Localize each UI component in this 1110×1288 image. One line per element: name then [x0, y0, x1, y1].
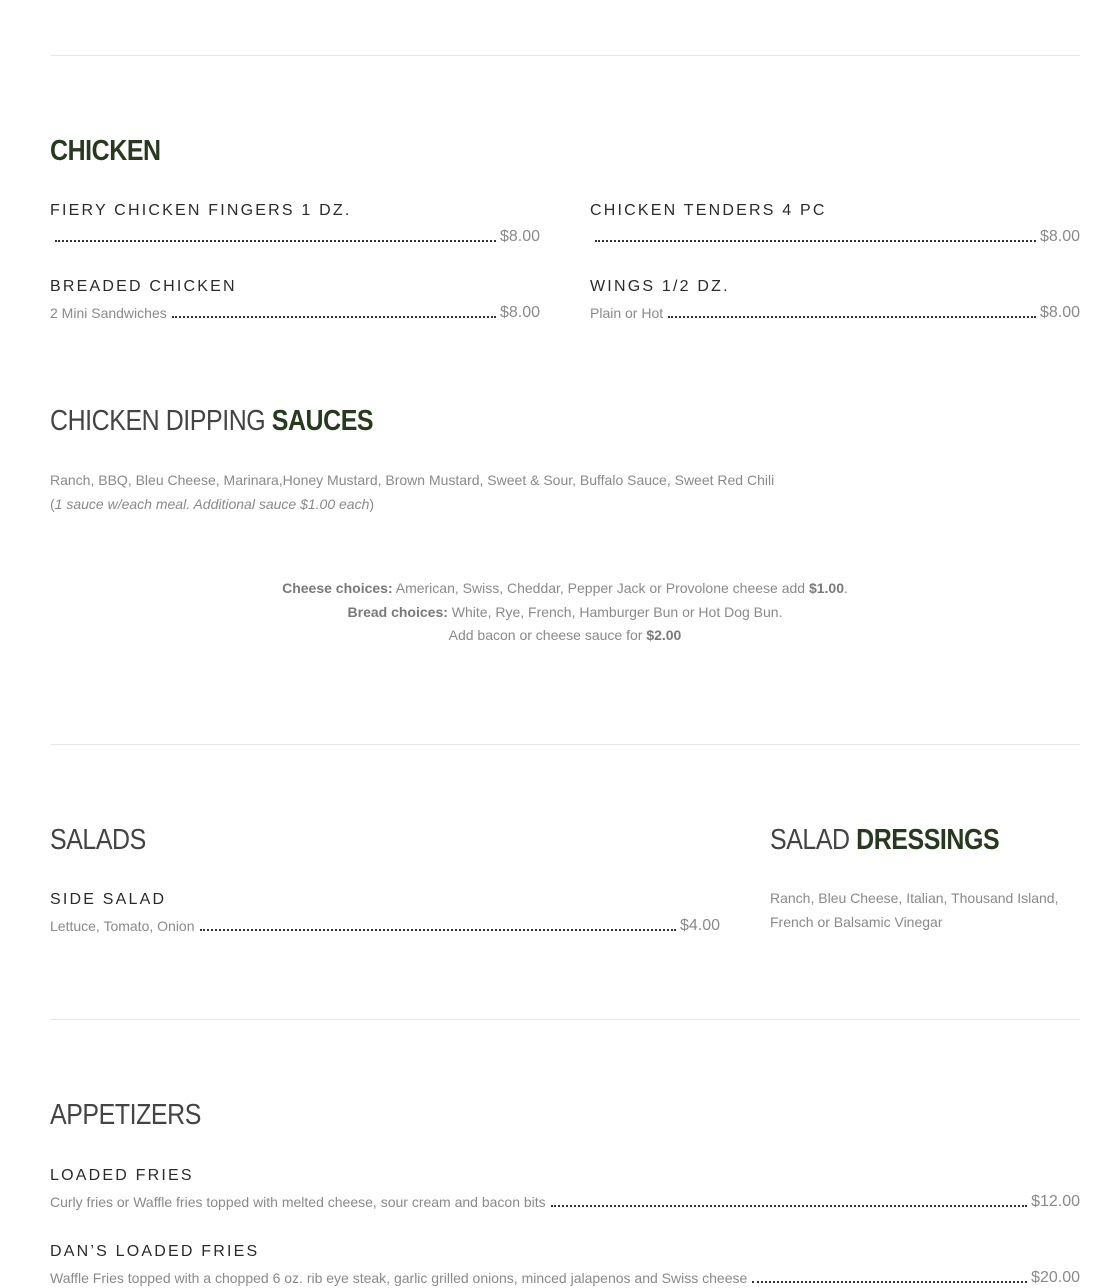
dressings-line: French or Balsamic Vinegar: [770, 914, 943, 930]
item-name: FIERY CHICKEN FINGERS 1 DZ.: [50, 202, 352, 219]
dot-leader: [172, 315, 496, 318]
item-desc: Lettuce, Tomato, Onion: [50, 918, 195, 934]
bread-choices: [50, 601, 1080, 625]
item-price: $8.00: [499, 304, 540, 321]
item-price: $8.00: [1039, 228, 1080, 245]
item-desc: Curly fries or Waffle fries topped with melted cheese, sour cream and bacon bits: [50, 1194, 546, 1210]
item-row: [50, 1268, 1080, 1288]
cheese-choices: [50, 577, 1080, 601]
item-name: DAN’S LOADED FRIES: [50, 1243, 260, 1260]
note-text: 1 sauce w/each meal. Additional sauce $1.00 each: [54, 496, 370, 512]
menu-item: [590, 277, 1080, 323]
item-name: SIDE SALAD: [50, 891, 167, 908]
dot-leader: [752, 1280, 1027, 1283]
item-name: WINGS 1/2 DZ.: [590, 278, 730, 295]
section-title-sauces: [50, 404, 373, 438]
salads-title-text: SALADS: [50, 824, 146, 856]
item-price: $12.00: [1031, 1193, 1080, 1210]
cheese-end: .: [844, 580, 848, 596]
bread-label: Bread choices:: [347, 603, 448, 620]
item-price: $8.00: [1039, 304, 1080, 321]
section-title-appetizers: [50, 1098, 201, 1132]
bread-text: White, Rye, French, Hamburger Bun or Hot Dog Bun.: [447, 603, 783, 620]
bacon-text: Add bacon or cheese sauce for: [448, 627, 647, 643]
dot-leader: [200, 928, 676, 931]
item-name: LOADED FRIES: [50, 1167, 194, 1184]
dressings-description: [770, 886, 1080, 934]
note-close: ): [369, 496, 375, 512]
sauces-list: Ranch, BBQ, Bleu Cheese, Marinara,Honey Mustard, Brown Mustard, Sweet & Sour, Buffalo Sauce, Sweet Red Chili: [50, 472, 775, 488]
item-row: [50, 227, 540, 247]
dressings-line: Ranch, Bleu Cheese, Italian, Thousand Island,: [770, 890, 1059, 906]
item-desc: Waffle Fries topped with a chopped 6 oz. rib eye steak, garlic grilled onions, minced jalapenos and Swiss cheese: [50, 1270, 748, 1286]
item-row: [50, 303, 540, 323]
section-title-salads: [50, 823, 146, 857]
dot-leader: [668, 315, 1036, 318]
item-desc: Plain or Hot: [590, 305, 664, 321]
bacon-price: $2.00: [646, 627, 682, 643]
chicken-title-text: CHICKEN: [50, 135, 161, 167]
item-name: BREADED CHICKEN: [50, 278, 237, 295]
item-row: [590, 227, 1080, 247]
cheese-text: American, Swiss, Cheddar, Pepper Jack or Provolone cheese add: [392, 580, 809, 596]
item-row: [50, 1192, 1080, 1212]
item-desc: 2 Mini Sandwiches: [50, 305, 167, 321]
item-price: $4.00: [679, 917, 720, 934]
sauces-title-bold: SAUCES: [271, 405, 374, 437]
menu-item: [50, 201, 540, 247]
sauces-description: [50, 468, 1080, 516]
dressings-title-bold: DRESSINGS: [856, 824, 1000, 856]
sauces-title-light: CHICKEN DIPPING: [50, 405, 272, 437]
note-open: (: [50, 496, 55, 512]
item-row: [590, 303, 1080, 323]
dressings-title-light: SALAD: [770, 824, 857, 856]
item-row: [50, 916, 720, 936]
divider: [50, 1019, 1080, 1020]
dot-leader: [55, 239, 496, 242]
section-title-chicken: [50, 134, 161, 168]
divider: [50, 55, 1080, 56]
menu-item: [50, 1166, 1080, 1212]
item-name: CHICKEN TENDERS 4 PC: [590, 202, 827, 219]
menu-item: [50, 1242, 1080, 1288]
item-price: $20.00: [1031, 1269, 1080, 1286]
sauces-note: [50, 492, 1080, 516]
cheese-price: $1.00: [808, 580, 844, 596]
divider: [50, 744, 1080, 745]
choices-block: [50, 577, 1080, 648]
menu-item: [50, 890, 720, 936]
bacon-option: [50, 624, 1080, 648]
dot-leader: [595, 239, 1036, 242]
section-title-dressings: [770, 823, 999, 857]
dot-leader: [551, 1204, 1027, 1207]
cheese-label: Cheese choices:: [282, 580, 393, 596]
item-price: $8.00: [499, 228, 540, 245]
menu-item: [50, 277, 540, 323]
appetizers-title-text: APPETIZERS: [50, 1099, 201, 1131]
menu-item: [590, 201, 1080, 247]
